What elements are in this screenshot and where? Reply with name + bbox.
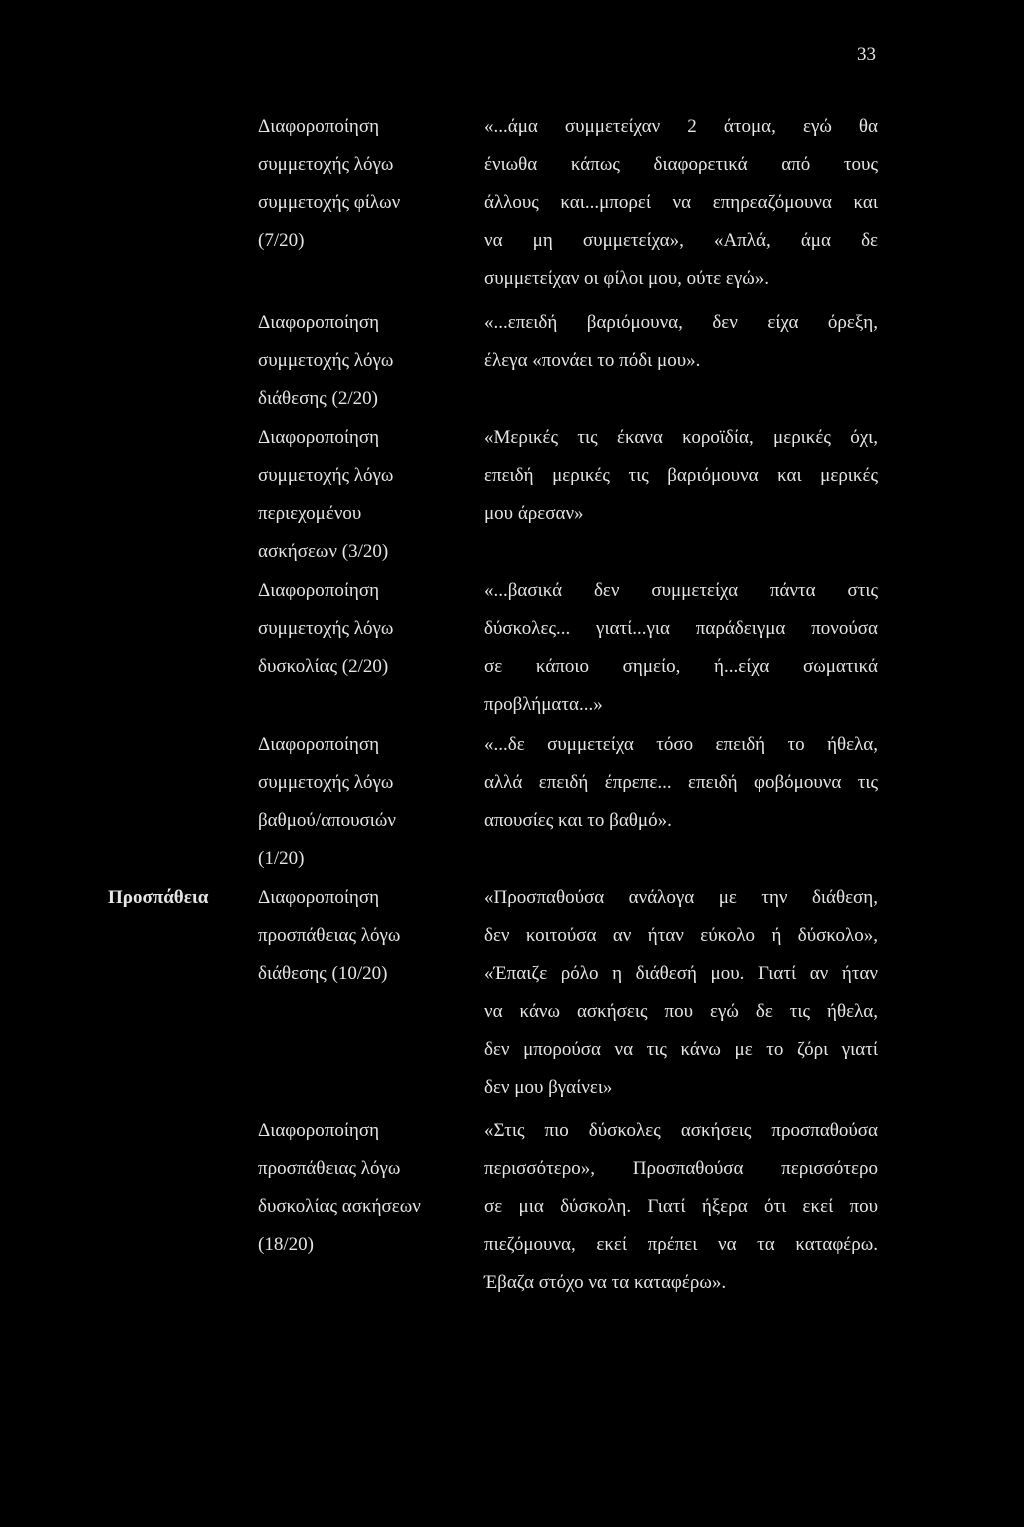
quote-line: «...δε συμμετείχα τόσο επειδή το ήθελα,	[484, 734, 878, 755]
subtheme-line: δυσκολίας (2/20)	[258, 656, 389, 677]
quote-line: δύσκολες... γιατί...για παράδειγμα πονούσα	[484, 618, 878, 639]
quote-line: «...άμα συμμετείχαν 2 άτομα, εγώ θα	[484, 116, 878, 137]
subtheme-line: περιεχομένου	[258, 503, 362, 524]
subtheme-cell	[258, 1112, 458, 1264]
quote-line: να μη συμμετείχα», «Απλά, άμα δε	[484, 230, 878, 251]
subtheme-line: διάθεσης (2/20)	[258, 388, 378, 409]
quote-line: περισσότερο», Προσπαθούσα περισσότερο	[484, 1158, 878, 1179]
quote-line: προβλήματα...»	[484, 694, 603, 715]
category-label: Προσπάθεια	[108, 887, 209, 908]
subtheme-cell	[258, 304, 458, 418]
subtheme-line: συμμετοχής λόγω	[258, 465, 394, 486]
subtheme-cell	[258, 726, 458, 878]
quote-line: μου άρεσαν»	[484, 503, 584, 524]
quote-cell	[484, 108, 878, 298]
subtheme-line: Διαφοροποίηση	[258, 312, 380, 333]
subtheme-line: συμμετοχής λόγω	[258, 618, 394, 639]
subtheme-line: διάθεσης (10/20)	[258, 963, 388, 984]
subtheme-line: Διαφοροποίηση	[258, 580, 380, 601]
subtheme-line: συμμετοχής λόγω	[258, 772, 394, 793]
subtheme-line: προσπάθειας λόγω	[258, 925, 401, 946]
quote-line: «Μερικές τις έκανα κοροϊδία, μερικές όχι,	[484, 427, 878, 448]
subtheme-line: Διαφοροποίηση	[258, 734, 380, 755]
subtheme-line: (18/20)	[258, 1234, 314, 1255]
quote-line: συμμετείχαν οι φίλοι μου, ούτε εγώ».	[484, 268, 770, 289]
subtheme-line: βαθμού/απουσιών	[258, 810, 397, 831]
quote-line: επειδή μερικές τις βαριόμουνα και μερικές	[484, 465, 878, 486]
quote-line: πιεζόμουνα, εκεί πρέπει να τα καταφέρω.	[484, 1234, 878, 1255]
quote-cell	[484, 1112, 878, 1302]
subtheme-line: Διαφοροποίηση	[258, 1120, 380, 1141]
quote-line: «Στις πιο δύσκολες ασκήσεις προσπαθούσα	[484, 1120, 878, 1141]
quote-line: έλεγα «πονάει το πόδι μου».	[484, 350, 701, 371]
quote-cell	[484, 419, 878, 533]
subtheme-line: Διαφοροποίηση	[258, 427, 380, 448]
quote-line: «Προσπαθούσα ανάλογα με την διάθεση,	[484, 887, 878, 908]
subtheme-line: συμμετοχής λόγω	[258, 350, 394, 371]
quote-line: σε μια δύσκολη. Γιατί ήξερα ότι εκεί που	[484, 1196, 878, 1217]
quote-cell	[484, 572, 878, 724]
quote-line: «...βασικά δεν συμμετείχα πάντα στις	[484, 580, 878, 601]
subtheme-line: ασκήσεων (3/20)	[258, 541, 389, 562]
quote-line: άλλους και...μπορεί να επηρεαζόμουνα και	[484, 192, 878, 213]
quote-line: σε κάποιο σημείο, ή...είχα σωματικά	[484, 656, 878, 677]
quote-cell	[484, 304, 878, 380]
subtheme-line: συμμετοχής λόγω	[258, 154, 394, 175]
subtheme-line: Διαφοροποίηση	[258, 887, 380, 908]
quote-line: ένιωθα κάπως διαφορετικά από τους	[484, 154, 878, 175]
quote-line: «Έπαιζε ρόλο η διάθεσή μου. Γιατί αν ήταν	[484, 963, 878, 984]
quote-cell	[484, 726, 878, 840]
subtheme-cell	[258, 572, 458, 686]
quote-line: αλλά επειδή έπρεπε... επειδή φοβόμουνα τις	[484, 772, 878, 793]
subtheme-line: δυσκολίας ασκήσεων	[258, 1196, 421, 1217]
subtheme-cell	[258, 108, 458, 260]
quote-line: απουσίες και το βαθμό».	[484, 810, 672, 831]
quote-line: δεν κοιτούσα αν ήταν εύκολο ή δύσκολο»,	[484, 925, 878, 946]
quote-line: Έβαζα στόχο να τα καταφέρω».	[484, 1272, 727, 1293]
subtheme-line: (1/20)	[258, 848, 305, 869]
quote-line: να κάνω ασκήσεις που εγώ δε τις ήθελα,	[484, 1001, 878, 1022]
page-number: 33	[857, 44, 876, 65]
quote-cell	[484, 879, 878, 1107]
subtheme-cell	[258, 419, 458, 571]
subtheme-line: (7/20)	[258, 230, 305, 251]
subtheme-line: Διαφοροποίηση	[258, 116, 380, 137]
subtheme-cell	[258, 879, 458, 993]
quote-line: «...επειδή βαριόμουνα, δεν είχα όρεξη,	[484, 312, 878, 333]
quote-line: δεν μου βγαίνει»	[484, 1077, 613, 1098]
quote-line: δεν μπορούσα να τις κάνω με το ζόρι γιατί	[484, 1039, 878, 1060]
subtheme-line: συμμετοχής φίλων	[258, 192, 401, 213]
subtheme-line: προσπάθειας λόγω	[258, 1158, 401, 1179]
